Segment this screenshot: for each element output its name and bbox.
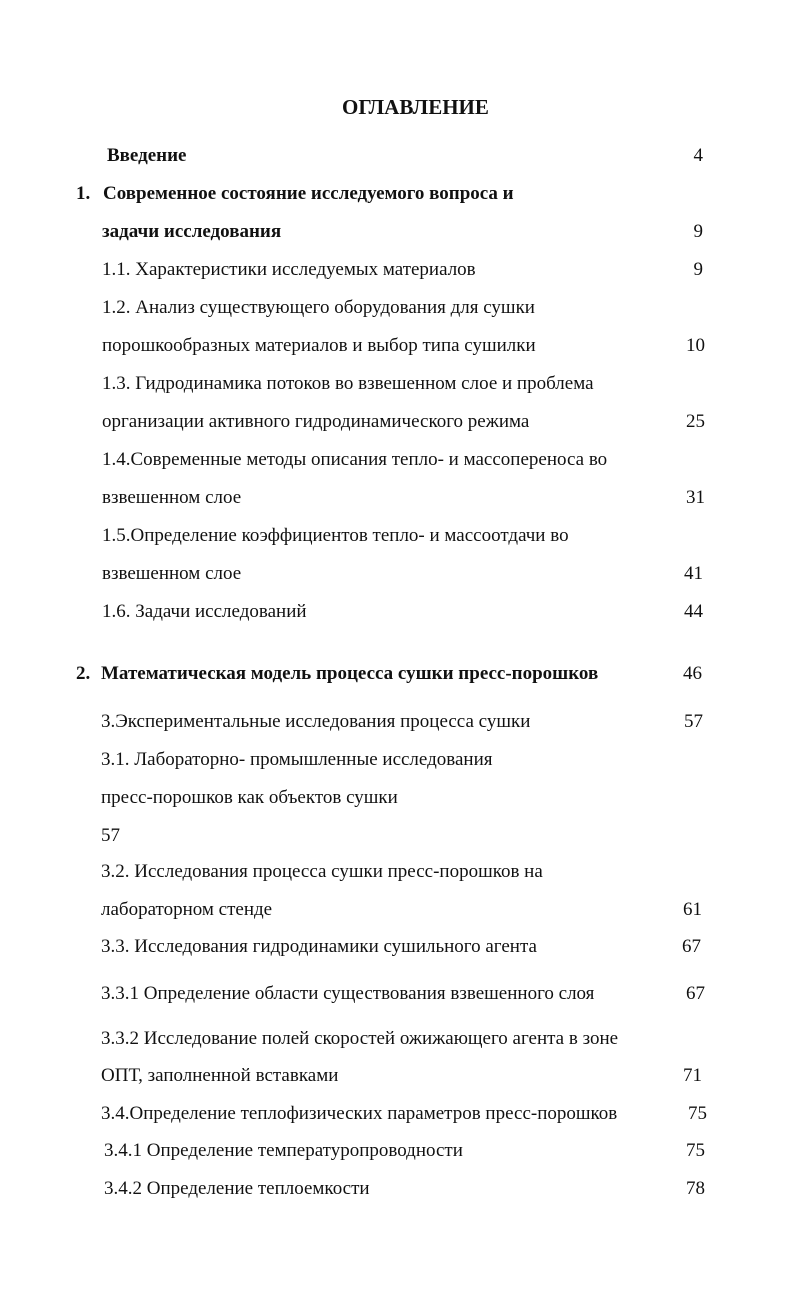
toc-entry-text: организации активного гидродинамического режима	[102, 411, 530, 432]
toc-entry-text: 57	[101, 825, 120, 846]
toc-entry-page: 4	[693, 145, 703, 166]
toc-entry-number: 1.	[76, 183, 91, 204]
toc-entry-text: 3.4.Определение теплофизических параметров пресс-порошков	[101, 1103, 618, 1124]
toc-entry-text: 1.2. Анализ существующего оборудования для сушки	[102, 297, 535, 318]
toc-entry-text: 3.1. Лабораторно- промышленные исследования	[101, 749, 493, 770]
toc-entry-text: 3.4.2 Определение теплоемкости	[104, 1178, 370, 1199]
toc-entry-text: 3.2. Исследования процесса сушки пресс-порошков на	[101, 861, 543, 882]
toc-entry-text: 3.4.1 Определение температуропроводности	[104, 1140, 463, 1161]
toc-entry-page: 61	[683, 899, 702, 920]
toc-entry-text: порошкообразных материалов и выбор типа сушилки	[102, 335, 536, 356]
toc-entry-page: 10	[686, 335, 705, 356]
toc-entry-text: 3.3.2 Исследование полей скоростей ожижающего агента в зоне	[101, 1028, 619, 1049]
toc-entry-text: лабораторном стенде	[101, 899, 273, 920]
toc-entry-text: 1.4.Современные методы описания тепло- и массопереноса во	[102, 449, 608, 470]
toc-entry-page: 25	[686, 411, 705, 432]
toc-entry-page: 44	[684, 601, 703, 622]
toc-entry-page: 67	[682, 936, 701, 957]
toc-entry-page: 75	[686, 1140, 705, 1161]
toc-entry-text: 1.1. Характеристики исследуемых материалов	[102, 259, 476, 280]
toc-entry-text: 1.5.Определение коэффициентов тепло- и массоотдачи во	[102, 525, 569, 546]
toc-entry-text: пресс-порошков как объектов сушки	[101, 787, 398, 808]
toc-entry-text: Математическая модель процесса сушки пресс-порошков	[101, 663, 599, 684]
toc-entry-page: 75	[688, 1103, 707, 1124]
toc-entry-page: 78	[686, 1178, 705, 1199]
toc-entry-text: 3.3. Исследования гидродинамики сушильного агента	[101, 936, 537, 957]
toc-entry-text: Введение	[107, 145, 187, 166]
toc-entry-text: 3.3.1 Определение области существования взвешенного слоя	[101, 983, 595, 1004]
toc-entry-page: 31	[686, 487, 705, 508]
toc-entry-number: 2.	[76, 663, 91, 684]
toc-entry-page: 67	[686, 983, 705, 1004]
toc-entry-page: 57	[684, 711, 703, 732]
toc-entry-page: 9	[693, 259, 703, 280]
toc-entry-text: задачи исследования	[102, 221, 282, 242]
toc-entry-text: 1.3. Гидродинамика потоков во взвешенном слое и проблема	[102, 373, 594, 394]
toc-entry-text: ОПТ, заполненной вставками	[101, 1065, 339, 1086]
toc-entry-text: Современное состояние исследуемого вопроса и	[103, 183, 514, 204]
toc-entry-text: взвешенном слое	[102, 563, 242, 584]
toc-entry-text: взвешенном слое	[102, 487, 242, 508]
toc-entry-text: 1.6. Задачи исследований	[102, 601, 307, 622]
toc-entry-text: 3.Экспериментальные исследования процесса сушки	[101, 711, 531, 732]
toc-entry-page: 46	[683, 663, 702, 684]
toc-entry-page: 9	[693, 221, 703, 242]
toc-entry-page: 71	[683, 1065, 702, 1086]
page-title: ОГЛАВЛЕНИЕ	[342, 95, 489, 119]
toc-entry-page: 41	[684, 563, 703, 584]
